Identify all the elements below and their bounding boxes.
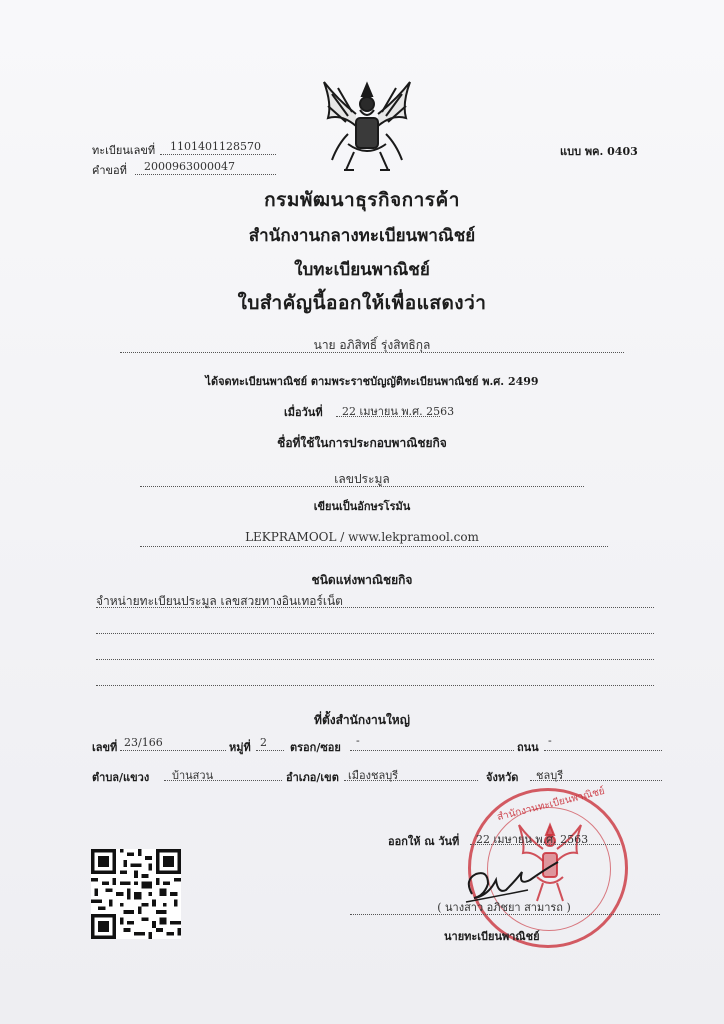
address-road-label: ถนน [517,741,539,754]
request-no-value: 2000963000047 [144,160,235,173]
address-soi-value: - [356,734,360,747]
business-type-line-2 [96,633,654,634]
address-tambon-value: บ้านสวน [172,769,214,782]
seal-text: สำนักงานทะเบียนพาณิชย์ [496,785,606,824]
business-name-line [140,486,584,487]
address-road-value: - [548,734,552,747]
issue-date-label: ออกให้ ณ วันที่ [388,835,460,848]
signer-title: นายทะเบียนพาณิชย์ [444,930,540,943]
address-moo-label: หมู่ที่ [229,741,251,754]
reg-no-line [160,154,276,155]
address-moo-line [256,750,284,751]
address-amphoe-label: อำเภอ/เขต [286,771,339,784]
qr-code-icon [91,849,181,939]
request-no-line [135,174,276,175]
registration-date-value: 22 เมษายน พ.ศ. 2563 [342,405,455,418]
address-tambon-label: ตำบล/แขวง [92,771,150,784]
business-type-line-3 [96,659,654,660]
address-amphoe-line [344,780,478,781]
business-type-label: ชนิดแห่งพาณิชยกิจ [311,573,413,587]
garuda-emblem-icon [318,74,416,178]
office-title: สำนักงานกลางทะเบียนพาณิชย์ [248,226,476,246]
roman-name-label: เขียนเป็นอักษรโรมัน [313,500,411,513]
address-province-label: จังหวัด [486,771,519,784]
address-province-line [530,780,662,781]
signer-name-line [350,914,660,915]
issue-date-line [470,844,620,845]
business-name-label: ชื่อที่ใช้ในการประกอบพาณิชยกิจ [277,436,447,450]
address-road-line [544,750,662,751]
request-no-label: คำขอที่ [92,164,127,177]
business-type-line-1 [96,607,654,608]
signer-name: ( นางสาว อภิชยา สามารถ ) [437,901,571,914]
address-label: ที่ตั้งสำนักงานใหญ่ [314,713,410,727]
address-soi-label: ตรอก/ซอย [290,741,341,754]
registration-act-text: ได้จดทะเบียนพาณิชย์ ตามพระราชบัญญัติทะเบียนพาณิชย์ พ.ศ. 2499 [205,375,539,388]
roman-name-line [140,546,608,547]
business-type-value: จำหน่ายทะเบียนประมูล เลขสวยทางอินเทอร์เน็ต [96,594,343,608]
issue-date-value: 22 เมษายน พ.ศ. 2563 [476,833,589,846]
registrant-name: นาย อภิสิทธิ์ รุ่งสิทธิกุล [313,338,431,352]
certify-title: ใบสำคัญนี้ออกให้เพื่อแสดงว่า [237,292,487,314]
address-soi-line [350,750,514,751]
form-code: แบบ พค. 0403 [560,145,638,158]
address-province-value: ชลบุรี [536,769,564,782]
document-title: ใบทะเบียนพาณิชย์ [294,260,430,280]
registration-date-label: เมื่อวันที่ [284,406,323,419]
business-type-line-4 [96,685,654,686]
business-name-value: เลขประมูล [334,472,390,486]
address-amphoe-value: เมืองชลบุรี [348,769,399,782]
address-no-line [120,750,226,751]
reg-no-label: ทะเบียนเลขที่ [92,144,156,157]
roman-name-value: LEKPRAMOOL / www.lekpramool.com [245,530,479,544]
department-title: กรมพัฒนาธุรกิจการค้า [264,189,460,211]
address-no-value: 23/166 [124,736,163,749]
reg-no-value: 1101401128570 [170,140,261,153]
address-tambon-line [164,780,282,781]
address-no-label: เลขที่ [92,741,118,754]
registrant-name-line [120,352,624,353]
address-moo-value: 2 [260,736,267,749]
